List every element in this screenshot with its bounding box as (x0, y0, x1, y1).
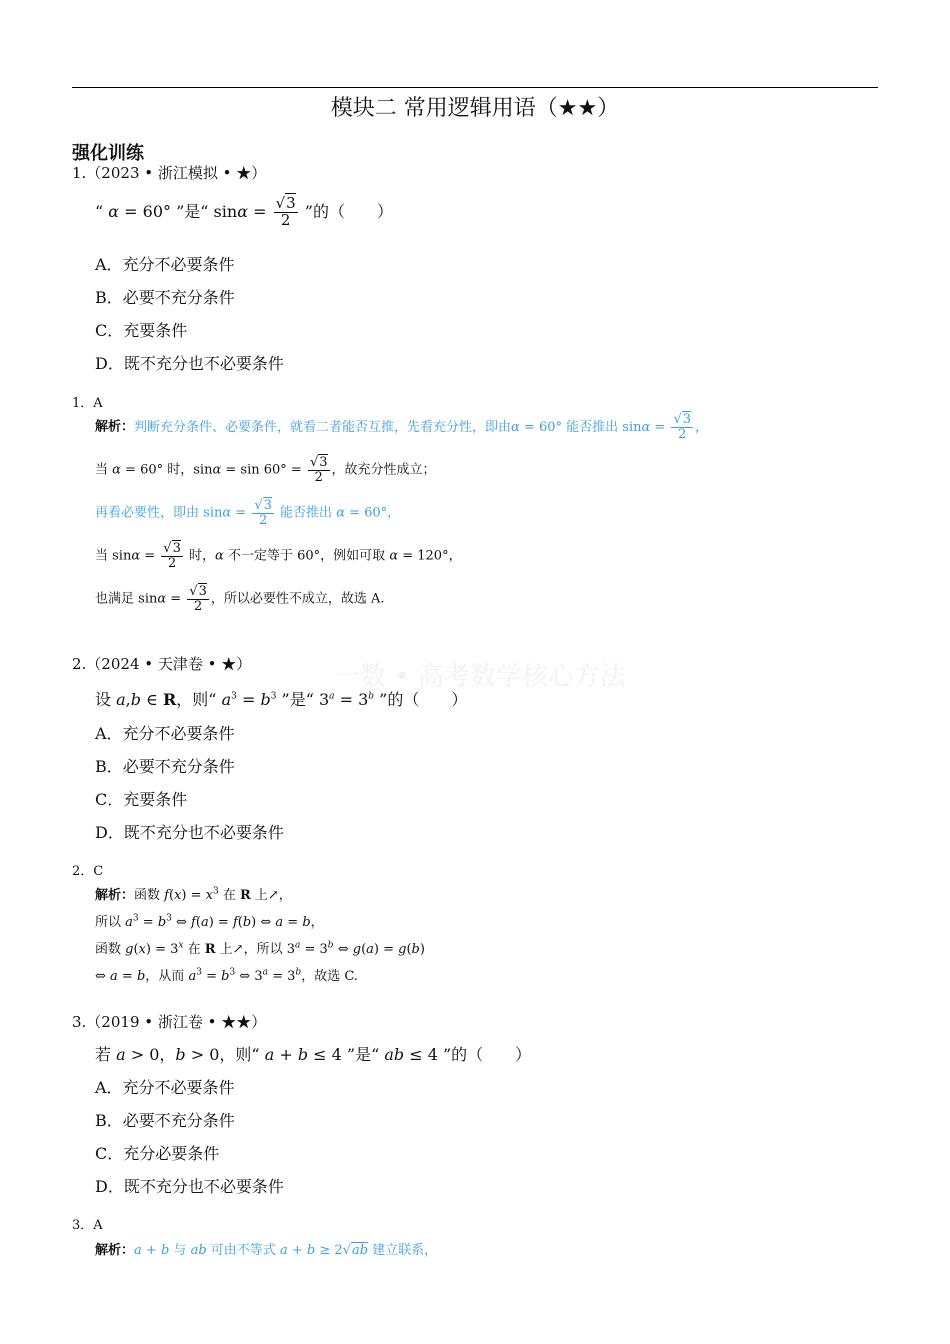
question-3-option-d: D．既不充分也不必要条件 (95, 1177, 284, 1196)
answer-3: 3．A (72, 1218, 103, 1233)
solution-1-line-2: 当 α = 60° 时，sinα = sin 60° = $\frac{√3}{2}$ ，故充分性成立； (95, 455, 436, 485)
page-title: 模块二 常用逻辑用语（★★） (330, 96, 620, 121)
question-3-option-b: B．必要不充分条件 (95, 1111, 235, 1130)
question-2-header: 2.（2024 • 天津卷 • ★） (72, 655, 252, 673)
question-1-option-d: D．既不充分也不必要条件 (95, 354, 284, 373)
watermark: 一数 • 高考数学核心方法 (334, 662, 626, 692)
section-title: 强化训练 (72, 143, 144, 164)
solution-2-line-1: 解析：函数 $f(x) = x^3$ 在 R 上↗， (95, 886, 292, 903)
solution-2-line-3: 函数 $g(x) = 3^x$ 在 R 上↗，所以 $3^a = 3^b$ ⇔ g(a) = g(b) (95, 940, 425, 957)
answer-2: 2．C (72, 864, 104, 879)
solution-1-line-3: 再看必要性，即由 sinα = $\frac{√3}{2}$ 能否推出 α = 60°， (95, 498, 401, 528)
question-2-option-d: D．既不充分也不必要条件 (95, 823, 284, 842)
question-1-option-c: C．充要条件 (95, 321, 188, 340)
answer-1: 1．A (72, 396, 103, 411)
question-1-stem: “ α = 60° ”是“ sinα = $\frac{√3}{2}$ ”的（ ） (95, 194, 393, 229)
solution-3-line-1: 解析：a + b 与 ab 可由不等式 a + b ≥ 2√ab 建立联系， (95, 1243, 438, 1258)
solution-1-line-5: 也满足 sinα = $\frac{√3}{2}$ ，所以必要性不成立，故选 A. (95, 584, 385, 614)
header-rule (72, 87, 878, 88)
solution-2-line-2: 所以 $a^3 = b^3$ ⇔ f(a) = f(b) ⇔ a = b， (95, 913, 324, 930)
question-2-stem: 设 a,b ∈ R，则“ $a^3 = b^3$ ”是“ $3^a = 3^b$ ”的（ ） (95, 690, 468, 709)
question-1-option-a: A．充分不必要条件 (95, 255, 235, 274)
solution-2-line-4: ⇔ a = b，从而 $a^3 = b^3$ ⇔ $3^a = 3^b$，故选 C. (95, 967, 358, 984)
question-2-option-b: B．必要不充分条件 (95, 757, 235, 776)
solution-1-line-4: 当 sinα = $\frac{√3}{2}$ 时，α 不一定等于 60°，例如可取 α = 120°， (95, 541, 462, 571)
question-2-option-a: A．充分不必要条件 (95, 724, 235, 743)
question-3-option-a: A．充分不必要条件 (95, 1078, 235, 1097)
question-3-option-c: C．充分必要条件 (95, 1144, 220, 1163)
question-2-option-c: C．充要条件 (95, 790, 188, 809)
question-3-header: 3.（2019 • 浙江卷 • ★★） (72, 1013, 267, 1031)
question-1-header: 1.（2023 • 浙江模拟 • ★） (72, 164, 267, 182)
solution-1-line-1: 解析：判断充分条件、必要条件，就看二者能否互推，先看充分性，即由α = 60° 能否推出 sinα = $\frac{√3}{2}$ ， (95, 412, 709, 442)
question-1-option-b: B．必要不充分条件 (95, 288, 235, 307)
question-3-stem: 若 a > 0，b > 0，则“ a + b ≤ 4 ”是“ ab ≤ 4 ”的（ ） (95, 1045, 532, 1064)
